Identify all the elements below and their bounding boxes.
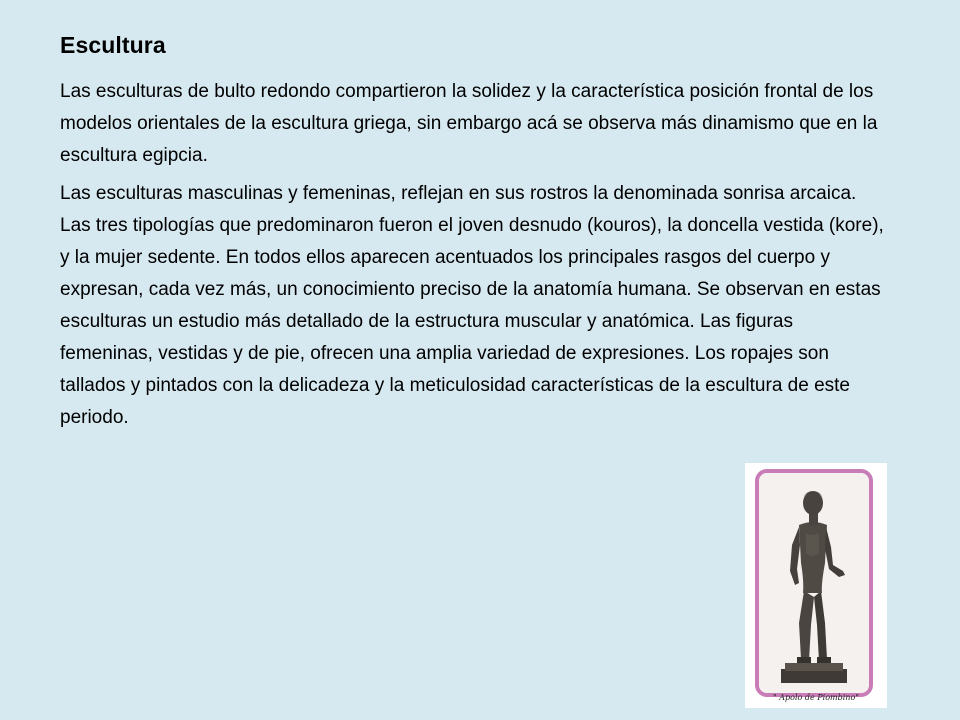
slide-title: Escultura bbox=[60, 32, 166, 58]
statue-image bbox=[759, 473, 869, 693]
statue-photo bbox=[745, 463, 887, 708]
image-caption: " Apolo de Piombino" bbox=[773, 693, 859, 702]
paragraph-intro: Las esculturas de bulto redondo compartieron la solidez y la característica posición frontal de los modelos orientales de la escultura griega, sin embargo acá se observa más dinamismo que en la escultura egipcia. bbox=[60, 81, 878, 166]
paragraph-details: Las esculturas masculinas y femeninas, reflejan en sus rostros la denominada sonrisa arcaica. Las tres tipologías que predominaron fueron el joven desnudo (kouros), la doncella vestida (kore), y la mujer sedente. En todos ellos aparecen acentuados los principales rasgos del cuerpo y expresan, cada vez más, un conocimiento preciso de la anatomía humana. Se observan en estas esculturas un estudio más detallado de la estructura muscular y anatómica. Las figuras femeninas, vestidas y de pie, ofrecen una amplia variedad de expresiones. Los ropajes son tallados y pintados con la delicadeza y la meticulosidad características de la escultura de este periodo. bbox=[60, 183, 884, 428]
photo-border bbox=[755, 469, 873, 697]
